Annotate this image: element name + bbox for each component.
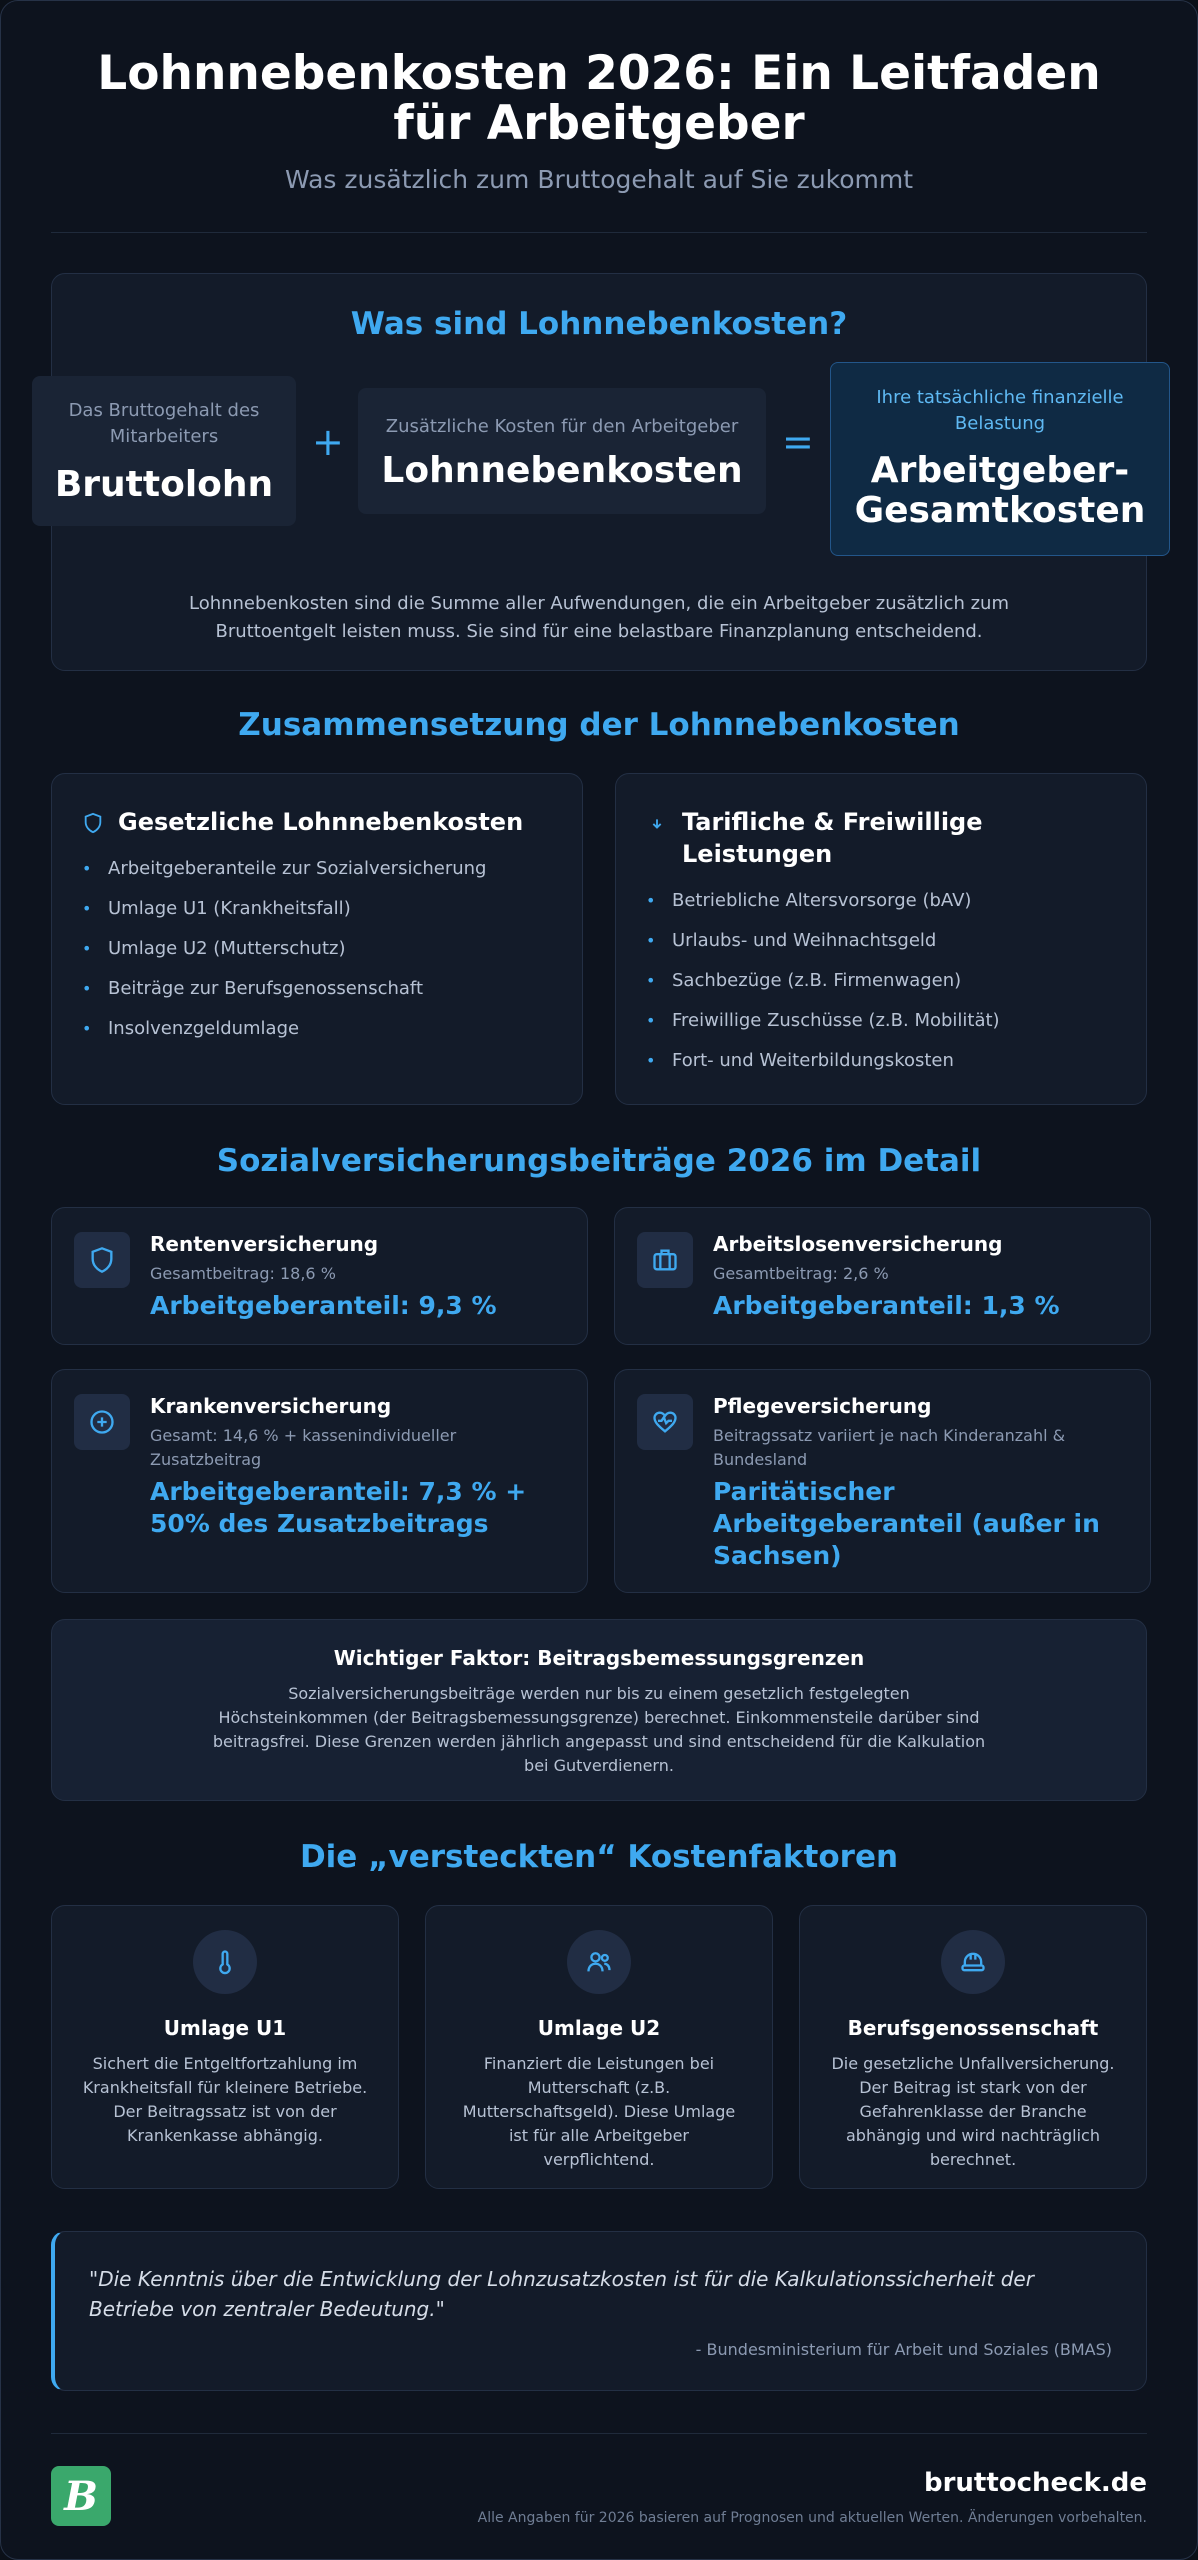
sv-total: Gesamtbeitrag: 18,6 %: [150, 1264, 336, 1283]
shield-icon: [82, 812, 104, 834]
voluntary-card: [615, 773, 1147, 1105]
list-item: • Beiträge zur Berufsgenossenschaft: [82, 976, 552, 1016]
hidden-name: Umlage U1: [163, 2016, 287, 2040]
u2-card: [425, 1905, 773, 2189]
footer: [51, 2434, 1147, 2544]
plus-circle-icon: [88, 1408, 116, 1436]
list-item: • Fort- und Weiterbildungskosten: [646, 1048, 1116, 1088]
disclaimer: Alle Angaben für 2026 basieren auf Prognosen und aktuellen Werten. Änderungen vorbehalten.: [477, 2510, 1147, 2526]
brand-name[interactable]: bruttocheck.de: [923, 2468, 1147, 2498]
intro-card: [51, 273, 1147, 671]
arrow-down-icon: [646, 812, 668, 834]
gross-label: Bruttolohn: [54, 464, 274, 505]
quote-source: - Bundesministerium für Arbeit und Soziales (BMAS): [695, 2340, 1112, 2359]
list-item: • Umlage U1 (Krankheitsfall): [82, 896, 552, 936]
sv-share: Arbeitgeberanteil: 1,3 %: [713, 1291, 1060, 1320]
sv-name: Pflegeversicherung: [713, 1394, 932, 1418]
hidden-text: Finanziert die Leistungen bei Mutterschaft (z.B. Mutterschaftsgeld). Diese Umlage ist für alle Arbeitgeber verpflichtend.: [462, 2054, 736, 2169]
divider: [51, 232, 1147, 233]
list-item: • Arbeitgeberanteile zur Sozialversicherung: [82, 856, 552, 896]
care-card: [614, 1369, 1151, 1593]
ceiling-title: Wichtiger Faktor: Beitragsbemessungsgrenzen: [333, 1646, 865, 1670]
pension-card: [51, 1207, 588, 1345]
social-grid: [51, 1207, 1147, 1593]
users-icon: [585, 1948, 613, 1976]
nonwage-label: Lohnnebenkosten: [381, 450, 743, 491]
nonwage-caption: Zusätzliche Kosten für den Arbeitgeber: [385, 416, 739, 437]
list-item: • Insolvenzgeldumlage: [82, 1016, 552, 1056]
sv-total: Gesamt: 14,6 % + kassenindividueller Zusatzbeitrag: [150, 1426, 457, 1469]
ceiling-text: Sozialversicherungsbeiträge werden nur bis zu einem gesetzlich festgelegten Höchsteinkommen (der Beitragsbemessungsgrenze) berechnet. Einkommensteile darüber sind beitragsfrei. Diese Grenzen werden jährlich angepasst und sind entscheidend für die Kalkulation bei Gutverdienern.: [212, 1684, 986, 1775]
composition-heading: Zusammensetzung der Lohnnebenkosten: [238, 707, 960, 743]
intro-heading: Was sind Lohnnebenkosten?: [350, 306, 848, 342]
bg-card: [799, 1905, 1147, 2189]
total-caption: Ihre tatsächliche finanzielle Belastung: [876, 387, 1124, 434]
page-subtitle: Was zusätzlich zum Bruttogehalt auf Sie zukommt: [284, 165, 914, 194]
sv-name: Rentenversicherung: [150, 1232, 379, 1256]
list-item: • Freiwillige Zuschüsse (z.B. Mobilität): [646, 1008, 1116, 1048]
sv-share: Arbeitgeberanteil: 7,3 % + 50% des Zusatzbeitrags: [150, 1477, 527, 1538]
hidden-heading: Die „versteckten“ Kostenfaktoren: [299, 1839, 899, 1875]
quote-card: [51, 2231, 1147, 2391]
equals-sign: =: [782, 420, 814, 464]
social-heading: Sozialversicherungsbeiträge 2026 im Detail: [216, 1143, 982, 1179]
logo: B: [51, 2466, 111, 2526]
plus-sign: +: [312, 420, 344, 464]
sv-name: Arbeitslosenversicherung: [713, 1232, 1003, 1256]
hard-hat-icon: [959, 1948, 987, 1976]
hidden-name: Umlage U2: [537, 2016, 661, 2040]
statutory-card: [51, 773, 583, 1105]
sv-share: Paritätischer Arbeitgeberanteil (außer in Sachsen): [713, 1477, 1100, 1570]
hidden-row: [51, 1905, 1147, 2189]
hidden-text: Die gesetzliche Unfallversicherung. Der Beitrag ist stark von der Gefahrenklasse der Branche abhängig und wird nachträglich berechnet.: [831, 2054, 1115, 2169]
statutory-title: Gesetzliche Lohnnebenkosten: [118, 808, 524, 836]
gross-box: [32, 376, 296, 526]
hidden-name: Berufsgenossenschaft: [847, 2016, 1099, 2040]
u1-card: [51, 1905, 399, 2189]
cost-equation: [52, 368, 1146, 568]
hidden-text: Sichert die Entgeltfortzahlung im Krankheitsfall für kleinere Betriebe. Der Beitragssatz ist von der Krankenkasse abhängig.: [82, 2054, 368, 2145]
sv-name: Krankenversicherung: [150, 1394, 392, 1418]
heart-pulse-icon: [651, 1408, 679, 1436]
intro-description: Lohnnebenkosten sind die Summe aller Aufwendungen, die ein Arbeitgeber zusätzlich zum Bruttoentgelt leisten muss. Sie sind für eine belastbare Finanzplanung entscheidend.: [188, 593, 1009, 642]
quote-text: "Die Kenntnis über die Entwicklung der Lohnzusatzkosten ist für die Kalkulationssicherheit der Betriebe von zentraler Bedeutung.": [89, 2267, 1034, 2321]
sv-total: Gesamtbeitrag: 2,6 %: [713, 1264, 889, 1283]
shield-icon: [88, 1246, 116, 1274]
gross-caption: Das Bruttogehalt des Mitarbeiters: [68, 400, 260, 447]
briefcase-icon: [651, 1246, 679, 1274]
sv-share: Arbeitgeberanteil: 9,3 %: [150, 1291, 497, 1320]
statutory-list: [82, 856, 552, 1056]
list-item: • Betriebliche Altersvorsorge (bAV): [646, 888, 1116, 928]
health-card: [51, 1369, 588, 1593]
ceiling-card: [51, 1619, 1147, 1801]
total-label: Arbeitgeber-Gesamtkosten: [854, 450, 1146, 531]
sv-total: Beitragssatz variiert je nach Kinderanzahl & Bundesland: [713, 1426, 1066, 1469]
list-item: • Sachbezüge (z.B. Firmenwagen): [646, 968, 1116, 1008]
thermometer-icon: [211, 1948, 239, 1976]
unemployment-card: [614, 1207, 1151, 1345]
voluntary-title: Tarifliche & Freiwillige Leistungen: [682, 808, 983, 868]
nonwage-box: [358, 388, 766, 514]
composition-row: [51, 773, 1147, 1105]
voluntary-list: [646, 888, 1116, 1088]
list-item: • Urlaubs- und Weihnachtsgeld: [646, 928, 1116, 968]
page-title: Lohnnebenkosten 2026: Ein Leitfaden für Arbeitgeber: [97, 46, 1101, 151]
total-box: [830, 362, 1170, 556]
list-item: • Umlage U2 (Mutterschutz): [82, 936, 552, 976]
